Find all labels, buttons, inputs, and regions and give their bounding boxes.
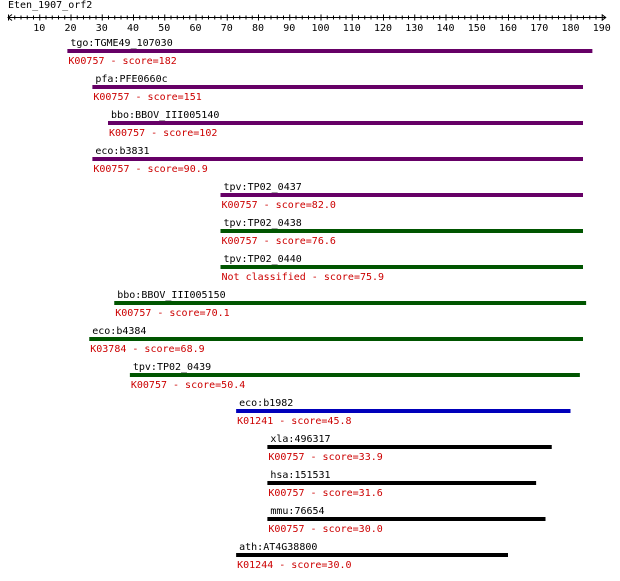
hit-name: mmu:76654 bbox=[270, 506, 325, 517]
axis-tick-label: 140 bbox=[436, 23, 455, 34]
axis-tick-label: 90 bbox=[283, 23, 296, 34]
hit-name: ath:AT4G38800 bbox=[239, 542, 318, 553]
hit-bar bbox=[67, 49, 592, 53]
hit-annotation: K00757 - score=90.9 bbox=[93, 164, 208, 175]
axis-tick-label: 150 bbox=[467, 23, 486, 34]
hit-bar bbox=[130, 373, 580, 377]
sequence-title: Eten_1907_orf2 bbox=[8, 0, 93, 11]
hit-name: xla:496317 bbox=[270, 434, 331, 445]
hit-annotation: K00757 - score=31.6 bbox=[268, 488, 383, 499]
hit-bar bbox=[267, 481, 536, 485]
hit-bar bbox=[92, 85, 583, 89]
hit-annotation: K03784 - score=68.9 bbox=[90, 344, 205, 355]
axis-tick-label: 60 bbox=[189, 23, 202, 34]
hit-annotation: K00757 - score=82.0 bbox=[221, 200, 336, 211]
axis-tick-label: 110 bbox=[342, 23, 361, 34]
hit-bar bbox=[236, 409, 570, 413]
hit-name: tpv:TP02_0438 bbox=[223, 218, 302, 229]
axis-tick-label: 130 bbox=[405, 23, 424, 34]
hit-name: eco:b3831 bbox=[95, 146, 150, 157]
hit-bar bbox=[267, 445, 551, 449]
axis-tick-label: 170 bbox=[530, 23, 549, 34]
hit-annotation: K00757 - score=102 bbox=[109, 128, 218, 139]
hit-annotation: Not classified - score=75.9 bbox=[221, 272, 385, 283]
axis-tick-label: 50 bbox=[158, 23, 171, 34]
hit-annotation: K01241 - score=45.8 bbox=[237, 416, 352, 427]
axis-tick-label: 120 bbox=[373, 23, 393, 34]
hit-name: tpv:TP02_0440 bbox=[223, 254, 302, 265]
hit-annotation: K01244 - score=30.0 bbox=[237, 560, 352, 571]
hit-name: pfa:PFE0660c bbox=[95, 74, 168, 85]
axis-tick-label: 80 bbox=[251, 23, 265, 34]
axis-tick-label: 70 bbox=[220, 23, 233, 34]
hit-name: eco:b4384 bbox=[92, 326, 147, 337]
hit-bar bbox=[108, 121, 583, 125]
hit-bar bbox=[114, 301, 586, 305]
hit-bar bbox=[221, 265, 584, 269]
hit-bar bbox=[221, 193, 584, 197]
hit-name: hsa:151531 bbox=[270, 470, 331, 481]
hit-annotation: K00757 - score=151 bbox=[93, 92, 202, 103]
hit-name: tgo:TGME49_107030 bbox=[70, 38, 173, 49]
axis-tick-label: 190 bbox=[592, 23, 611, 34]
axis-tick-label: 20 bbox=[64, 23, 77, 34]
hit-name: eco:b1982 bbox=[239, 398, 294, 409]
hit-annotation: K00757 - score=70.1 bbox=[115, 308, 230, 319]
axis-tick-label: 180 bbox=[561, 23, 580, 34]
hit-annotation: K00757 - score=50.4 bbox=[130, 380, 246, 391]
hit-bar bbox=[236, 553, 508, 557]
hit-annotation: K00757 - score=30.0 bbox=[268, 524, 383, 535]
hit-annotation: K00757 - score=182 bbox=[68, 56, 177, 67]
hit-name: bbo:BBOV_III005140 bbox=[111, 110, 220, 121]
hit-annotation: K00757 - score=76.6 bbox=[221, 236, 336, 247]
hit-bar bbox=[267, 517, 545, 521]
hit-bar bbox=[89, 337, 583, 341]
axis-tick-label: 100 bbox=[311, 23, 330, 34]
axis-tick-label: 40 bbox=[126, 23, 140, 34]
hit-name: tpv:TP02_0437 bbox=[223, 182, 302, 193]
hit-bar bbox=[221, 229, 584, 233]
axis-tick-label: 10 bbox=[33, 23, 46, 34]
hit-name: tpv:TP02_0439 bbox=[132, 362, 212, 373]
axis-tick-label: 160 bbox=[498, 23, 518, 34]
hit-annotation: K00757 - score=33.9 bbox=[268, 452, 383, 463]
hit-name: bbo:BBOV_III005150 bbox=[117, 290, 226, 301]
axis-tick-label: 30 bbox=[95, 23, 108, 34]
hit-bar bbox=[92, 157, 583, 161]
